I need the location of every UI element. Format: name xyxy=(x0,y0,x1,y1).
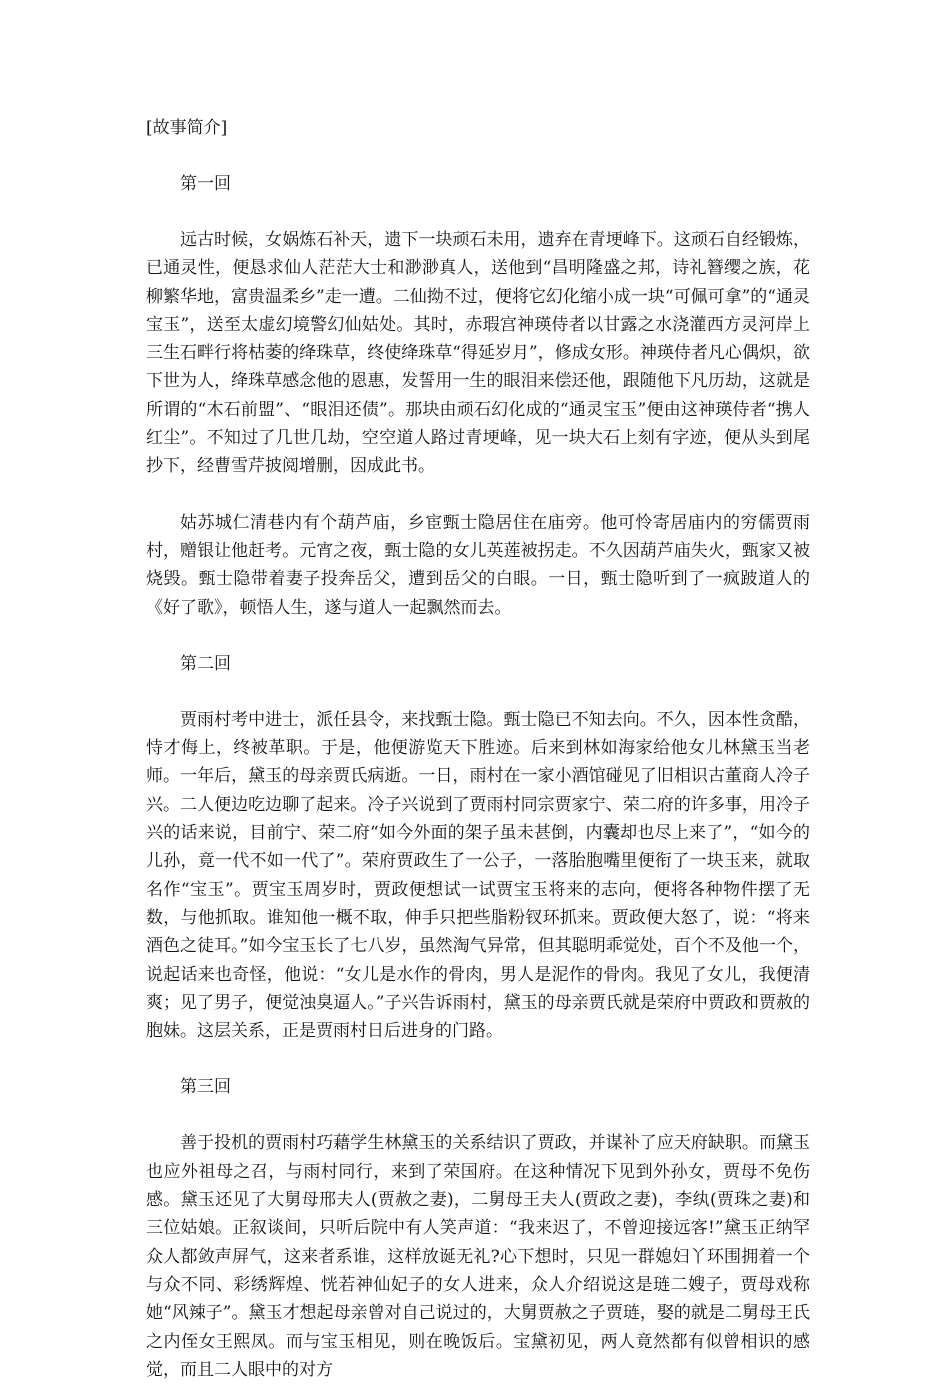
chapter-title: 第三回 xyxy=(180,1077,231,1098)
chapter-paragraph: 姑苏城仁清巷内有个葫芦庙，乡宦甄士隐居住在庙旁。他可怜寄居庙内的穷儒贾雨村，赠银让他赶考。元宵之夜，甄士隐的女儿英莲被拐走。不久因葫芦庙失火，甄家又被烧毁。甄士隐带着妻子投奔岳父，遭到岳父的白眼。一日，甄士隐听到了一疯跛道人的《好了歌》，顿悟人生，遂与道人一起飘然而去。 xyxy=(146,512,810,618)
chapter-paragraph: 善于投机的贾雨村巧藉学生林黛玉的关系结识了贾政，并谋补了应天府缺职。而黛玉也应外祖母之召，与雨村同行，来到了荣国府。在这种情况下见到外孙女，贾母不免伤感。黛玉还见了大舅母邢夫人(贾赦之妻)，二舅母王夫人(贾政之妻)，李纨(贾珠之妻)和三位姑娘。正叙谈间，只听后院中有人笑声道：“我来迟了，不曾迎接远客!”黛玉正纳罕众人都敛声屏气，这来者系谁，这样放诞无礼?心下想时，只见一群媳妇丫环围拥着一个与众不同、彩绣辉煌、恍若神仙妃子的女人进来，众人介绍说这是琏二嫂子，贾母戏称她“风辣子”。黛玉才想起母亲曾对自己说过的，大舅贾赦之子贾琏，娶的就是二舅母王氏之内侄女王熙凤。而与宝玉相见，则在晚饭后。宝黛初见，两人竟然都有似曾相识的感觉，而且二人眼中的对方 xyxy=(146,1133,810,1380)
chapter-title: 第一回 xyxy=(180,174,231,194)
chapter-paragraph: 贾雨村考中进士，派任县令，来找甄士隐。甄士隐已不知去向。不久，因本性贪酷，恃才侮上，终被革职。于是，他便游览天下胜迹。后来到林如海家给他女儿林黛玉当老师。一年后，黛玉的母亲贾氏病逝。一日，雨村在一家小酒馆碰见了旧相识古董商人冷子兴。二人便边吃边聊了起来。冷子兴说到了贾雨村同宗贾家宁、荣二府的许多事，用冷子兴的话来说，目前宁、荣二府“如今外面的架子虽未甚倒，内囊却也尽上来了”，“如今的儿孙，竟一代不如一代了”。荣府贾政生了一公子，一落胎胞嘴里便衔了一块玉来，就取名作“宝玉”。贾宝玉周岁时，贾政便想试一试贾宝玉将来的志向，便将各种物件摆了无数，与他抓取。谁知他一概不取，伸手只把些脂粉钗环抓来。贾政便大怒了，说：“将来酒色之徒耳。”如今宝玉长了七八岁，虽然淘气异常，但其聪明乖觉处，百个不及他一个，说起话来也奇怪，他说：“女儿是水作的骨肉，男人是泥作的骨肉。我见了女儿，我便清爽；见了男子，便觉浊臭逼人。”子兴告诉雨村，黛玉的母亲贾氏就是荣府中贾政和贾赦的胞妹。这层关系，正是贾雨村日后进身的门路。 xyxy=(146,709,810,1042)
chapter-2 xyxy=(146,650,810,1046)
chapter-paragraph: 远古时候，女娲炼石补天，遗下一块顽石未用，遗弃在青埂峰下。这顽石自经锻炼，已通灵性，便恳求仙人茫茫大士和渺渺真人，送他到“昌明隆盛之邦，诗礼簪缨之族，花柳繁华地，富贵温柔乡”走一遭。二仙拗不过，便将它幻化缩小成一块“可佩可拿”的“通灵宝玉”，送至太虚幻境警幻仙姑处。其时，赤瑕宫神瑛侍者以甘露之水浇灌西方灵河岸上三生石畔行将枯萎的绛珠草，终使绛珠草“得延岁月”，修成女形。神瑛侍者凡心偶炽，欲下世为人，绛珠草感念他的恩惠，发誓用一生的眼泪来偿还他，跟随他下凡历劫，这就是所谓的“木石前盟”、“眼泪还债”。那块由顽石幻化成的“通灵宝玉”便由这神瑛侍者“携人红尘”。不知过了几世几劫，空空道人路过青埂峰，见一块大石上刻有字迹，便从头到尾抄下，经曹雪芹披阅增删，因成此书。 xyxy=(146,230,810,477)
chapter-3 xyxy=(146,1073,810,1384)
chapter-title: 第二回 xyxy=(180,653,231,674)
document-body xyxy=(146,114,810,1384)
chapter-1 xyxy=(146,170,810,622)
document-heading: [故事简介] xyxy=(146,118,228,138)
